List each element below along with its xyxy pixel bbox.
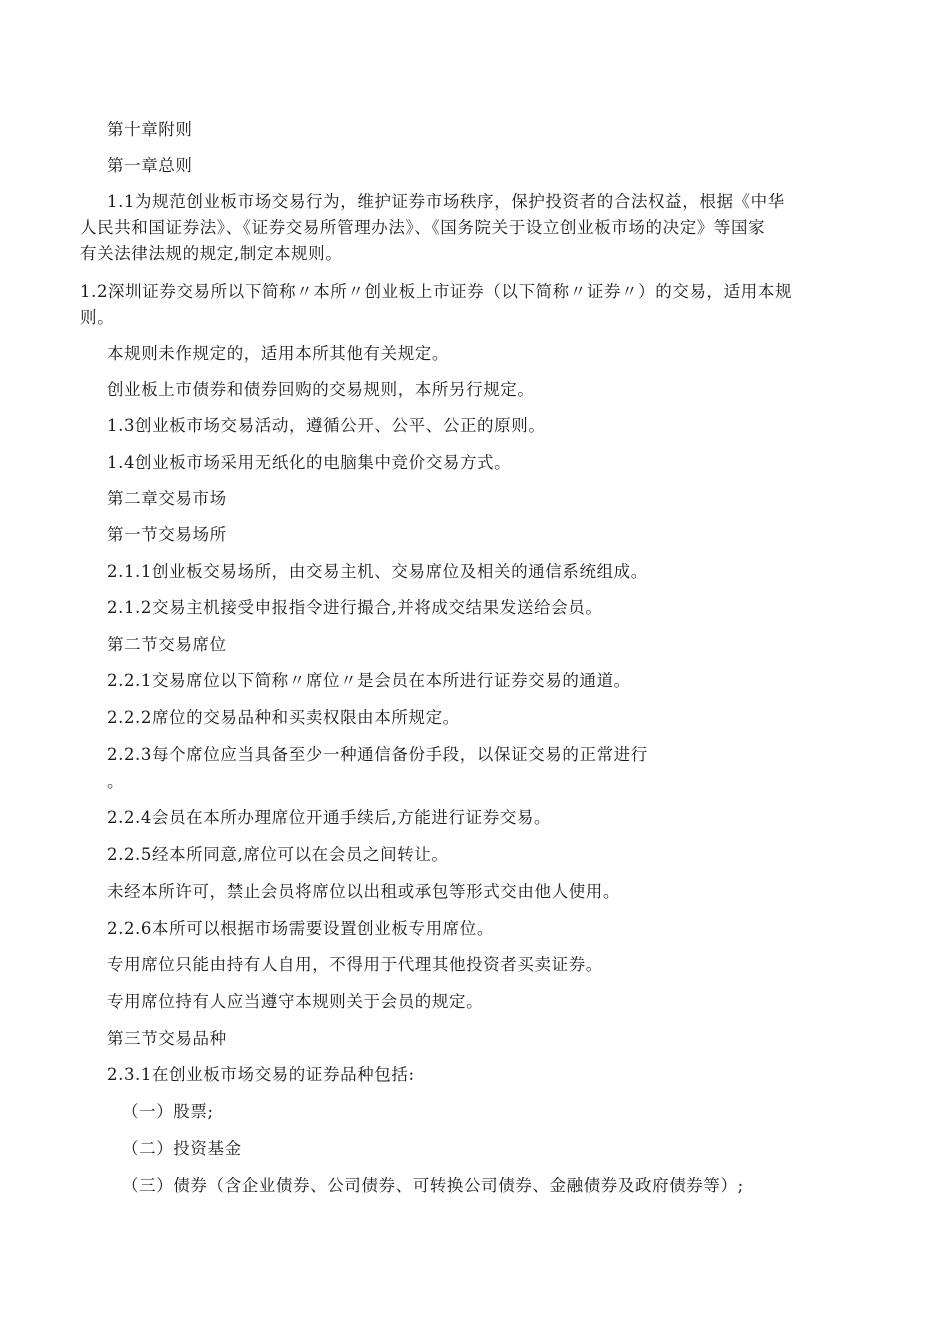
paragraph-line: 有关法律法规的规定,制定本规则。 (80, 244, 343, 263)
paragraph-line: 1.4创业板市场采用无纸化的电脑集中竞价交易方式。 (107, 453, 512, 472)
paragraph-line: 创业板上市债券和债券回购的交易规则，本所另行规定。 (107, 380, 535, 399)
paragraph-line: 。 (107, 772, 125, 791)
list-item: （一）股票; (122, 1102, 214, 1121)
chapter-ten-heading: 第十章附则 (107, 120, 193, 139)
chapter-one-heading: 第一章总则 (107, 156, 193, 175)
section-heading: 第三节交易品种 (107, 1029, 227, 1048)
paragraph-line: 2.2.1交易席位以下简称〃席位〃是会员在本所进行证券交易的通道。 (107, 671, 631, 690)
paragraph-line: 人民共和国证券法》、《证券交易所管理办法》、《国务院关于设立创业板市场的决定》等国家 (80, 218, 766, 237)
paragraph-line: 2.2.5经本所同意,席位可以在会员之间转让。 (107, 845, 449, 864)
paragraph-line: 1.1为规范创业板市场交易行为，维护证券市场秩序，保护投资者的合法权益，根据《中华 (107, 192, 785, 211)
section-heading: 第二节交易席位 (107, 635, 227, 654)
list-item: （三）债券（含企业债券、公司债券、可转换公司债券、金融债券及政府债券等）; (122, 1176, 744, 1195)
paragraph-line: 2.1.1创业板交易场所，由交易主机、交易席位及相关的通信系统组成。 (107, 562, 648, 581)
paragraph-line: 未经本所许可，禁止会员将席位以出租或承包等形式交由他人使用。 (107, 882, 620, 901)
section-heading: 第一节交易场所 (107, 525, 227, 544)
paragraph-line: 2.2.6本所可以根据市场需要设置创业板专用席位。 (107, 919, 494, 938)
paragraph-line: 2.3.1在创业板市场交易的证券品种包括: (107, 1065, 415, 1084)
paragraph-line: 专用席位持有人应当遵守本规则关于会员的规定。 (107, 992, 484, 1011)
paragraph-line: 专用席位只能由持有人自用，不得用于代理其他投资者买卖证券。 (107, 955, 603, 974)
paragraph-line: 2.2.3每个席位应当具备至少一种通信备份手段，以保证交易的正常进行 (107, 745, 648, 764)
list-item: （二）投资基金 (122, 1139, 242, 1158)
chapter-two-heading: 第二章交易市场 (107, 489, 227, 508)
paragraph-line: 本规则未作规定的，适用本所其他有关规定。 (107, 344, 449, 363)
paragraph-line: 1.2深圳证券交易所以下简称〃本所〃创业板上市证券（以下简称〃证券〃）的交易，适用本规 (80, 282, 793, 301)
paragraph-line: 1.3创业板市场交易活动，遵循公开、公平、公正的原则。 (107, 416, 546, 435)
paragraph-line: 则。 (80, 308, 115, 327)
paragraph-line: 2.1.2交易主机接受申报指令进行撮合,并将成交结果发送给会员。 (107, 598, 603, 617)
paragraph-line: 2.2.4会员在本所办理席位开通手续后,方能进行证券交易。 (107, 808, 552, 827)
paragraph-line: 2.2.2席位的交易品种和买卖权限由本所规定。 (107, 708, 460, 727)
